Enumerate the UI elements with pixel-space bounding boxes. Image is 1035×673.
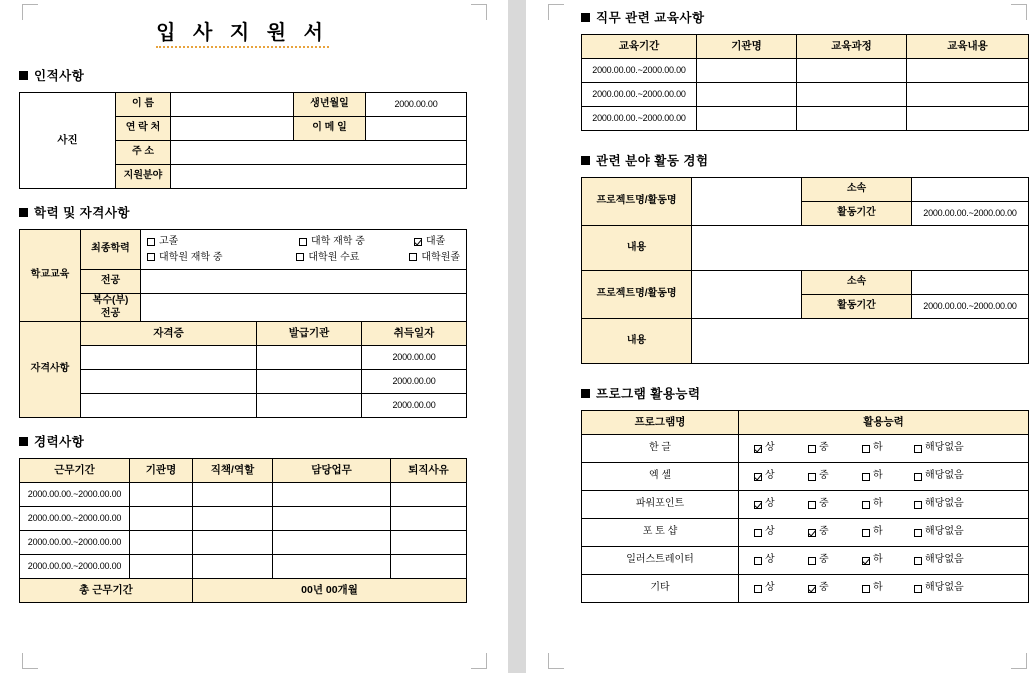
checkbox-option-low[interactable] (862, 554, 914, 567)
checkbox-option-high[interactable] (754, 498, 808, 511)
table-row (20, 93, 467, 117)
section-activities (581, 151, 1028, 364)
section-heading-text: 관련 분야 활동 경험 (596, 154, 709, 168)
checkbox-option-low[interactable] (862, 582, 914, 595)
checkbox-label: 하 (873, 498, 883, 510)
field-birthdate-value[interactable]: 2000.00.00 (366, 93, 467, 117)
cell-work-period[interactable]: 2000.00.00.~2000.00.00 (20, 531, 130, 555)
cell-duty[interactable] (273, 507, 391, 531)
column-header-organization: 기관명 (130, 459, 193, 483)
checkbox-label: 상 (765, 582, 775, 594)
checkbox-icon[interactable] (914, 557, 922, 565)
checkbox-icon[interactable] (862, 529, 870, 537)
section-heading-personal (19, 66, 466, 85)
crop-mark-top-left (548, 4, 564, 20)
field-affiliation-value-1[interactable] (912, 178, 1029, 202)
checkbox-label: 중 (819, 526, 829, 538)
checkbox-label: 하 (873, 442, 883, 454)
bullet-square-icon (581, 389, 590, 398)
checkbox-icon[interactable] (862, 445, 870, 453)
checkbox-option-na[interactable] (914, 526, 964, 539)
table-row (582, 107, 1029, 131)
cell-position-role[interactable] (193, 483, 273, 507)
section-heading-activities (581, 151, 1028, 170)
label-phone: 연 락 처 (116, 117, 171, 141)
checkbox-icon[interactable] (914, 445, 922, 453)
checkbox-label: 대졸 (426, 236, 446, 247)
checkbox-option-grad-completed[interactable] (296, 250, 409, 266)
table-row (582, 547, 1029, 575)
section-education (19, 203, 466, 418)
column-header-work-period: 근무기간 (20, 459, 130, 483)
value-total-work-period[interactable]: 00년 00개월 (193, 579, 467, 603)
checkbox-icon[interactable] (914, 501, 922, 509)
column-header-position-role: 직책/역할 (193, 459, 273, 483)
table-row (20, 370, 467, 394)
cell-resign-reason[interactable] (391, 483, 467, 507)
cell-program-name-excel: 엑 셀 (582, 463, 739, 491)
section-personal (19, 66, 466, 189)
checkbox-icon-checked[interactable] (754, 473, 762, 481)
label-project-name-1: 프로젝트명/활동명 (582, 178, 692, 226)
checkbox-icon[interactable] (299, 238, 307, 246)
cell-institution[interactable] (697, 107, 797, 131)
cell-institution[interactable] (697, 83, 797, 107)
checkbox-label: 대학원졸 (421, 251, 461, 263)
field-project-name-value-1[interactable] (692, 178, 802, 226)
activities-table (581, 177, 1029, 364)
checkbox-option-low[interactable] (862, 470, 914, 483)
checkbox-option-na[interactable] (914, 554, 964, 567)
table-row (582, 463, 1029, 491)
label-affiliation-1: 소속 (802, 178, 912, 202)
table-row (20, 483, 467, 507)
checkbox-label: 대학 재학 중 (311, 236, 365, 247)
table-row (20, 270, 467, 294)
checkbox-option-high[interactable] (754, 470, 808, 483)
table-row (20, 531, 467, 555)
table-row (20, 294, 467, 322)
checkbox-option-mid[interactable] (808, 526, 862, 539)
table-row (582, 435, 1029, 463)
label-email: 이 메 일 (294, 117, 366, 141)
table-row (582, 411, 1029, 435)
table-row-total (20, 579, 467, 603)
cell-course[interactable] (797, 107, 907, 131)
section-heading-job-education (581, 8, 1028, 27)
checkbox-icon-checked[interactable] (808, 529, 816, 537)
checkbox-icon[interactable] (754, 585, 762, 593)
page-gutter-divider (508, 0, 526, 673)
label-activity-period-1: 활동기간 (802, 202, 912, 226)
cell-course[interactable] (797, 59, 907, 83)
final-education-options-cell (141, 230, 467, 270)
bullet-square-icon (581, 156, 590, 165)
cell-issuer[interactable] (257, 370, 362, 394)
label-birthdate: 생년월일 (294, 93, 366, 117)
career-table (19, 458, 467, 603)
field-activity-content-value-2[interactable] (692, 319, 1029, 364)
table-row (582, 491, 1029, 519)
checkbox-icon[interactable] (862, 473, 870, 481)
page-right (530, 0, 1035, 673)
checkbox-label: 중 (819, 582, 829, 594)
checkbox-option-mid[interactable] (808, 554, 862, 567)
column-header-training-content: 교육내용 (907, 35, 1029, 59)
column-header-training-period: 교육기간 (582, 35, 697, 59)
cell-training-content[interactable] (907, 107, 1029, 131)
bullet-square-icon (19, 208, 28, 217)
checkbox-option-highschool[interactable] (147, 234, 299, 250)
checkbox-label: 중 (819, 554, 829, 566)
checkbox-icon[interactable] (754, 529, 762, 537)
cell-training-period[interactable]: 2000.00.00.~2000.00.00 (582, 107, 697, 131)
document-title-row (19, 22, 466, 48)
cell-work-period[interactable]: 2000.00.00.~2000.00.00 (20, 507, 130, 531)
field-activity-content-value-1[interactable] (692, 226, 1029, 271)
checkbox-option-high[interactable] (754, 582, 808, 595)
cell-certificate[interactable] (81, 394, 257, 418)
column-header-course: 교육과정 (797, 35, 907, 59)
final-education-option-row (147, 250, 460, 266)
cell-program-name-other: 기타 (582, 575, 739, 603)
cell-certificate[interactable] (81, 346, 257, 370)
checkbox-icon[interactable] (808, 501, 816, 509)
label-address: 주 소 (116, 141, 171, 165)
checkbox-icon-checked[interactable] (414, 238, 422, 246)
checkbox-label: 하 (873, 554, 883, 566)
table-row (20, 322, 467, 346)
cell-work-period[interactable]: 2000.00.00.~2000.00.00 (20, 483, 130, 507)
checkbox-icon-checked[interactable] (808, 585, 816, 593)
page-left (0, 0, 505, 673)
section-heading-text: 인적사항 (34, 69, 85, 83)
cell-training-content[interactable] (907, 83, 1029, 107)
column-header-issuer: 발급기관 (257, 322, 362, 346)
cell-program-name-photoshop: 포 토 샵 (582, 519, 739, 547)
field-major-value[interactable] (141, 270, 467, 294)
programs-table (581, 410, 1029, 603)
section-heading-programs (581, 384, 1028, 403)
cell-work-period[interactable]: 2000.00.00.~2000.00.00 (20, 555, 130, 579)
cell-resign-reason[interactable] (391, 531, 467, 555)
label-project-name-2: 프로젝트명/활동명 (582, 271, 692, 319)
cell-duty[interactable] (273, 483, 391, 507)
cell-proficiency-photoshop (739, 519, 1029, 547)
checkbox-option-high[interactable] (754, 442, 808, 455)
checkbox-icon[interactable] (914, 473, 922, 481)
checkbox-label: 하 (873, 470, 883, 482)
section-heading-text: 직무 관련 교육사항 (596, 11, 705, 25)
label-certifications: 자격사항 (20, 322, 81, 418)
field-double-major-value[interactable] (141, 294, 467, 322)
crop-mark-bottom-left (22, 653, 38, 669)
proficiency-options (742, 526, 1025, 539)
checkbox-label: 대학원 수료 (308, 251, 360, 263)
checkbox-option-mid[interactable] (808, 582, 862, 595)
checkbox-label: 대학원 재학 중 (159, 251, 223, 263)
checkbox-option-grad-graduate[interactable] (409, 250, 460, 266)
table-row (20, 459, 467, 483)
label-double-major: 복수(부)전공 (81, 294, 141, 322)
label-final-education: 최종학력 (81, 230, 141, 270)
checkbox-label: 상 (765, 498, 775, 510)
table-row (582, 319, 1029, 364)
proficiency-options (742, 498, 1025, 511)
section-heading-text: 학력 및 자격사항 (34, 206, 130, 220)
cell-position-role[interactable] (193, 555, 273, 579)
column-header-program-name: 프로그램명 (582, 411, 739, 435)
bullet-square-icon (581, 13, 590, 22)
cell-acquired-date[interactable]: 2000.00.00 (362, 346, 467, 370)
checkbox-icon[interactable] (147, 238, 155, 246)
cell-position-role[interactable] (193, 531, 273, 555)
checkbox-option-na[interactable] (914, 498, 964, 511)
cell-proficiency-other (739, 575, 1029, 603)
label-name: 이 름 (116, 93, 171, 117)
cell-program-name-illustrator: 일러스트레이터 (582, 547, 739, 575)
column-header-resign-reason: 퇴직사유 (391, 459, 467, 483)
checkbox-option-univ-enrolled[interactable] (299, 234, 414, 250)
cell-proficiency-illustrator (739, 547, 1029, 575)
page-title: 입 사 지 원 서 (156, 22, 329, 48)
cell-training-period[interactable]: 2000.00.00.~2000.00.00 (582, 59, 697, 83)
field-affiliation-value-2[interactable] (912, 271, 1029, 295)
checkbox-option-low[interactable] (862, 442, 914, 455)
cell-resign-reason[interactable] (391, 555, 467, 579)
cell-organization[interactable] (130, 555, 193, 579)
checkbox-icon[interactable] (914, 529, 922, 537)
label-activity-content-2: 내용 (582, 319, 692, 364)
checkbox-option-mid[interactable] (808, 442, 862, 455)
label-activity-period-2: 활동기간 (802, 295, 912, 319)
table-row (582, 519, 1029, 547)
column-header-certificate: 자격증 (81, 322, 257, 346)
cell-organization[interactable] (130, 483, 193, 507)
checkbox-label: 해당없음 (925, 442, 964, 454)
checkbox-icon[interactable] (862, 501, 870, 509)
checkbox-label: 상 (765, 442, 775, 454)
cell-issuer[interactable] (257, 394, 362, 418)
section-career (19, 432, 466, 603)
cell-training-period[interactable]: 2000.00.00.~2000.00.00 (582, 83, 697, 107)
checkbox-option-na[interactable] (914, 582, 964, 595)
label-affiliation-2: 소속 (802, 271, 912, 295)
column-header-acquired-date: 취득일자 (362, 322, 467, 346)
section-heading-text: 경력사항 (34, 435, 85, 449)
cell-program-name-hangul: 한 글 (582, 435, 739, 463)
checkbox-label: 해당없음 (925, 470, 964, 482)
section-heading-text: 프로그램 활용능력 (596, 387, 701, 401)
cell-proficiency-hangul (739, 435, 1029, 463)
section-job-education (581, 8, 1028, 131)
label-school-education: 학교교육 (20, 230, 81, 322)
proficiency-options (742, 442, 1025, 455)
table-row (582, 83, 1029, 107)
table-row (582, 575, 1029, 603)
column-header-proficiency: 활용능력 (739, 411, 1029, 435)
field-project-name-value-2[interactable] (692, 271, 802, 319)
checkbox-label: 중 (819, 442, 829, 454)
crop-mark-bottom-right (471, 653, 487, 669)
job-education-table (581, 34, 1029, 131)
column-header-duty: 담당업무 (273, 459, 391, 483)
cell-proficiency-excel (739, 463, 1029, 491)
label-total-work-period: 총 근무기간 (20, 579, 193, 603)
checkbox-option-high[interactable] (754, 526, 808, 539)
column-header-institution: 기관명 (697, 35, 797, 59)
checkbox-label: 하 (873, 582, 883, 594)
cell-course[interactable] (797, 83, 907, 107)
section-heading-education (19, 203, 466, 222)
page-right-content (581, 0, 1028, 617)
cell-proficiency-powerpoint (739, 491, 1029, 519)
proficiency-options (742, 582, 1025, 595)
checkbox-icon[interactable] (914, 585, 922, 593)
cell-issuer[interactable] (257, 346, 362, 370)
photo-placeholder-cell[interactable]: 사진 (20, 93, 116, 189)
checkbox-icon[interactable] (754, 557, 762, 565)
cell-program-name-powerpoint: 파워포인트 (582, 491, 739, 519)
checkbox-option-low[interactable] (862, 498, 914, 511)
checkbox-option-na[interactable] (914, 470, 964, 483)
crop-mark-bottom-right (1011, 653, 1027, 669)
checkbox-label: 해당없음 (925, 526, 964, 538)
checkbox-icon[interactable] (147, 253, 155, 261)
checkbox-option-na[interactable] (914, 442, 964, 455)
checkbox-label: 상 (765, 554, 775, 566)
checkbox-option-mid[interactable] (808, 498, 862, 511)
table-row (582, 178, 1029, 202)
checkbox-label: 해당없음 (925, 498, 964, 510)
proficiency-options (742, 554, 1025, 567)
checkbox-label: 하 (873, 526, 883, 538)
checkbox-label: 고졸 (159, 236, 179, 247)
checkbox-icon[interactable] (296, 253, 304, 261)
checkbox-icon[interactable] (808, 473, 816, 481)
cell-organization[interactable] (130, 507, 193, 531)
label-major: 전공 (81, 270, 141, 294)
checkbox-icon-checked[interactable] (754, 445, 762, 453)
table-row (20, 230, 467, 270)
field-applied-field-value[interactable] (171, 165, 467, 189)
cell-acquired-date[interactable]: 2000.00.00 (362, 370, 467, 394)
crop-mark-bottom-left (548, 653, 564, 669)
checkbox-icon[interactable] (808, 557, 816, 565)
bullet-square-icon (19, 437, 28, 446)
section-heading-career (19, 432, 466, 451)
checkbox-option-mid[interactable] (808, 470, 862, 483)
checkbox-label: 중 (819, 498, 829, 510)
final-education-option-grid (147, 232, 460, 267)
table-row (582, 226, 1029, 271)
field-phone-value[interactable] (171, 117, 294, 141)
table-row (20, 346, 467, 370)
checkbox-label: 중 (819, 470, 829, 482)
cell-institution[interactable] (697, 59, 797, 83)
crop-mark-top-right (471, 4, 487, 20)
table-row (582, 59, 1029, 83)
checkbox-icon-checked[interactable] (862, 557, 870, 565)
table-row (582, 271, 1029, 295)
checkbox-option-low[interactable] (862, 526, 914, 539)
checkbox-label: 해당없음 (925, 554, 964, 566)
education-table (19, 229, 467, 418)
checkbox-icon-checked[interactable] (754, 501, 762, 509)
checkbox-label: 상 (765, 470, 775, 482)
label-activity-content-1: 내용 (582, 226, 692, 271)
cell-training-content[interactable] (907, 59, 1029, 83)
cell-position-role[interactable] (193, 507, 273, 531)
table-row (20, 394, 467, 418)
personal-info-table (19, 92, 467, 189)
table-row (20, 555, 467, 579)
cell-acquired-date[interactable]: 2000.00.00 (362, 394, 467, 418)
checkbox-option-high[interactable] (754, 554, 808, 567)
field-name-value[interactable] (171, 93, 294, 117)
field-activity-period-value-1[interactable]: 2000.00.00.~2000.00.00 (912, 202, 1029, 226)
checkbox-icon[interactable] (808, 445, 816, 453)
field-email-value[interactable] (366, 117, 467, 141)
cell-certificate[interactable] (81, 370, 257, 394)
cell-duty[interactable] (273, 531, 391, 555)
page-left-content (19, 0, 466, 617)
checkbox-icon[interactable] (409, 253, 417, 261)
proficiency-options (742, 470, 1025, 483)
checkbox-label: 상 (765, 526, 775, 538)
cell-resign-reason[interactable] (391, 507, 467, 531)
cell-organization[interactable] (130, 531, 193, 555)
final-education-option-row (147, 234, 460, 250)
checkbox-icon[interactable] (862, 585, 870, 593)
field-activity-period-value-2[interactable]: 2000.00.00.~2000.00.00 (912, 295, 1029, 319)
checkbox-option-grad-enrolled[interactable] (147, 250, 296, 266)
table-row (20, 507, 467, 531)
cell-duty[interactable] (273, 555, 391, 579)
table-row (582, 35, 1029, 59)
field-address-value[interactable] (171, 141, 467, 165)
section-programs (581, 384, 1028, 603)
bullet-square-icon (19, 71, 28, 80)
checkbox-option-univ-graduate[interactable] (414, 234, 445, 250)
label-applied-field: 지원분야 (116, 165, 171, 189)
checkbox-label: 해당없음 (925, 582, 964, 594)
